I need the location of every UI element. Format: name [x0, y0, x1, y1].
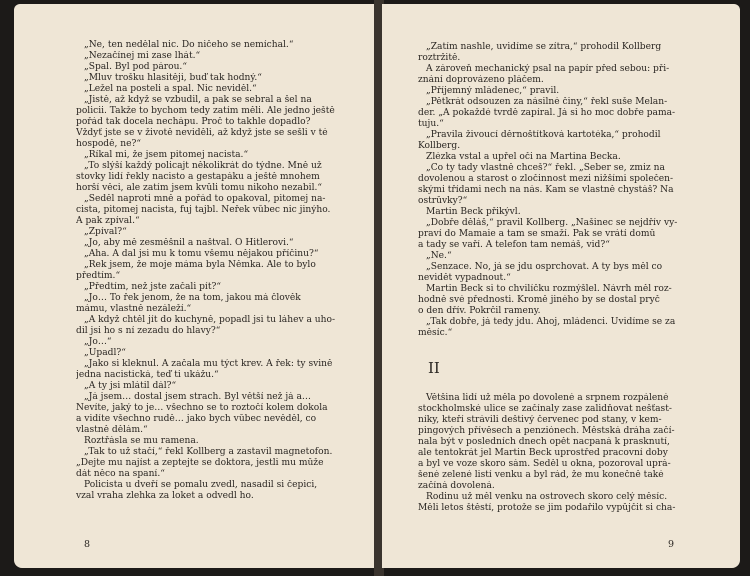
- text-line: jedna nacistická, teď ti ukážu.“: [76, 370, 219, 380]
- text-line: a tady se vaří. A telefon tam nemáš, vid?“: [418, 240, 610, 250]
- text-line: „Ne.“: [426, 251, 452, 261]
- text-line: A zároveň mechanický psal na papír před sebou: při-: [426, 64, 670, 74]
- right-page-text-bottom: [418, 393, 706, 514]
- text-line: A pak zpíval.“: [76, 216, 140, 226]
- text-line: „Co ty tady vlastně chceš?“ řekl. „Seber se, zmiz na: [426, 163, 665, 173]
- text-line: „Ležel na posteli a spal. Nic neviděl.“: [84, 84, 257, 94]
- text-line: dovolenou a starost o zločinnost mezi nižšími společen-: [418, 174, 674, 184]
- text-line: „Seděl naproti mně a pořád to opakoval, pitomej na-: [84, 194, 326, 204]
- text-line: Nevíte, jaký to je… všechno se to roztočí kolem dokola: [76, 403, 328, 413]
- text-line: šené zelené listí venku a byl rád, že mu konečně také: [418, 470, 664, 480]
- text-line: Měli letos štěstí, protože se jim podařilo vypůjčit si cha-: [418, 503, 676, 513]
- text-line: „Pětkrát odsouzen za násilné činy,“ řekl suše Melan-: [426, 97, 668, 107]
- text-line: cista, pitomej nacista, fuj tajbl. Neřek vůbec nic jinýho.: [76, 205, 331, 215]
- text-line: a vidíte všechno rudě… jako bych vůbec nevěděl, co: [76, 414, 317, 424]
- text-line: roztržitě.: [418, 53, 461, 63]
- text-line: „Já jsem… dostal jsem strach. Byl větší než já a…: [84, 392, 312, 402]
- text-line: Vždyť jste se v životě neviděli, až když jste se sešli v té: [76, 128, 328, 138]
- text-line: „Tak to už stačí,“ řekl Kollberg a zastavil magnetofon.: [84, 447, 333, 457]
- text-line: „Pravila živoucí děrnoštítková kartotéka,“ prohodil: [426, 130, 661, 140]
- text-line: „Předtím, než jste začali pít?“: [84, 282, 222, 292]
- text-line: a byl ve voze skoro sám. Seděl u okna, pozoroval uprá-: [418, 459, 671, 469]
- text-line: pingových přívěsech a penziónech. Městská dráha začí-: [418, 426, 675, 436]
- text-line: „Nezačínej mi zase lhát.“: [84, 51, 201, 61]
- text-line: „Jo…“: [84, 337, 112, 347]
- text-line: „Ne, ten nedělal nic. Do ničeho se nemíchal.“: [84, 40, 294, 50]
- right-page: [382, 4, 740, 568]
- right-page-number: 9: [667, 539, 674, 550]
- text-line: „Dejte mu najíst a zeptejte se doktora, jestli mu může: [76, 458, 324, 468]
- text-line: „Zpíval?“: [84, 227, 127, 237]
- text-line: měsíc.“: [418, 328, 453, 338]
- text-line: znání doprovázeno pláčem.: [418, 75, 544, 85]
- text-line: tuju.“: [418, 119, 444, 129]
- text-line: „Dobře děláš,“ pravil Kollberg. „Našinec se nejdřív vy-: [426, 218, 678, 228]
- text-line: ale tentokrát jel Martin Beck uprostřed pracovní doby: [418, 448, 668, 458]
- text-line: ostrůvky?“: [418, 196, 468, 206]
- text-line: „Senzace. No, já se jdu osprchovat. A ty bys měl co: [426, 262, 663, 272]
- text-line: začíná dovolená.: [418, 481, 495, 491]
- text-line: o den dřív. Pokrčil rameny.: [418, 306, 541, 316]
- text-line: „Mluv trošku hlasitěji, buď tak hodný.“: [84, 73, 262, 83]
- text-line: „Zatím nashle, uvidíme se zítra,“ prohodil Kollberg: [426, 42, 662, 52]
- text-line: hospodě, ne?“: [76, 139, 142, 149]
- text-line: Většina lidí už měla po dovolené a srpnem rozpálené: [426, 393, 669, 403]
- text-line: pořád tak docela nechápu. Proč to takhle dopadlo?: [76, 117, 311, 127]
- text-line: „A když chtěl jít do kuchyně, popadl jsi tu láhev a uho-: [84, 315, 336, 325]
- text-line: „Tak dobře, já tedy jdu. Ahoj, mládenci. Uvidíme se za: [426, 317, 676, 327]
- left-page: [14, 4, 376, 568]
- text-line: Policista u dveří se pomalu zvedl, nasadil si čepici,: [84, 480, 318, 490]
- text-line: níky, kteří strávili deštivý červenec pod stany, v kem-: [418, 415, 662, 425]
- text-line: vlastně dělám.“: [76, 425, 148, 435]
- text-line: předtím.“: [76, 271, 121, 281]
- text-line: „A ty jsi mlátil dál?“: [84, 381, 177, 391]
- text-line: Zlézka vstal a upřel oči na Martina Becka.: [426, 152, 621, 162]
- text-line: praví do Mamaie a tam se smaží. Pak se vrátí domů: [418, 229, 656, 239]
- text-line: Martin Beck si to chvilíčku rozmýšlel. Návrh měl roz-: [426, 284, 672, 294]
- text-line: Roztřásla se mu ramena.: [84, 436, 199, 446]
- text-line: horší věci, ale zatím jsem kvůli tomu nikoho nezabil.“: [76, 183, 323, 193]
- text-line: „Říkal mi, že jsem pitomej nacista.“: [84, 150, 249, 160]
- text-line: „To slýší každý policajt několikrát do týdne. Mně už: [84, 161, 322, 171]
- text-line: „Jako si kleknul. A začala mu týct krev. A řek: ty svině: [84, 359, 333, 369]
- text-line: nala být v posledních dnech opět nacpaná k prasknutí,: [418, 437, 670, 447]
- text-line: hodně své přednosti. Kromě jiného by se dostal pryč: [418, 295, 660, 305]
- text-line: „Jo… To řek jenom, že na tom, jakou má člověk: [84, 293, 301, 303]
- text-line: „Příjemný mládenec,“ pravil.: [426, 86, 560, 96]
- text-line: „Jistě, až když se vzbudil, a pak se sebral a šel na: [84, 95, 312, 105]
- text-line: mámu, vlastně nezáleží.“: [76, 304, 192, 314]
- text-line: „Aha. A dal jsi mu k tomu všemu nějakou příčinu?“: [84, 249, 319, 259]
- text-line: „Řek jsem, že moje máma byla Němka. Ale to bylo: [84, 260, 316, 270]
- text-line: stovky lidí řekly nacisto a gestapáku a ještě mnohem: [76, 172, 320, 182]
- text-line: „Spal. Byl pod párou.“: [84, 62, 187, 72]
- text-line: der. „A pokaždé tvrdě zapíral. Já si ho moc dobře pama-: [418, 108, 676, 118]
- chapter-heading: II: [428, 359, 440, 377]
- left-page-text: [76, 40, 360, 502]
- text-line: Martin Beck přikývl.: [426, 207, 521, 217]
- text-line: Rodinu už měl venku na ostrovech skoro celý měsíc.: [426, 492, 668, 502]
- text-line: dil jsi ho s ní zezadu do hlavy?“: [76, 326, 221, 336]
- left-page-number: 8: [84, 539, 91, 550]
- text-line: „Jo, aby mě zesměšnil a naštval. O Hitlerovi.“: [84, 238, 294, 248]
- text-line: „Upadl?“: [84, 348, 126, 358]
- text-line: stockholmské ulice se začínaly zase zalidňovat nešťast-: [418, 404, 672, 414]
- text-line: policii. Takže to bychom tedy zatím měli. Ale jedno ještě: [76, 106, 335, 116]
- text-line: nevidět vypadnout.“: [418, 273, 511, 283]
- text-line: Kollberg.: [418, 141, 461, 151]
- text-line: vzal vraha zlehka za loket a odvedl ho.: [76, 491, 254, 501]
- right-page-text-top: [418, 42, 706, 339]
- text-line: skými třídami nech na nás. Kam se vlastně chystáš? Na: [418, 185, 674, 195]
- text-line: dát něco na spaní.“: [76, 469, 165, 479]
